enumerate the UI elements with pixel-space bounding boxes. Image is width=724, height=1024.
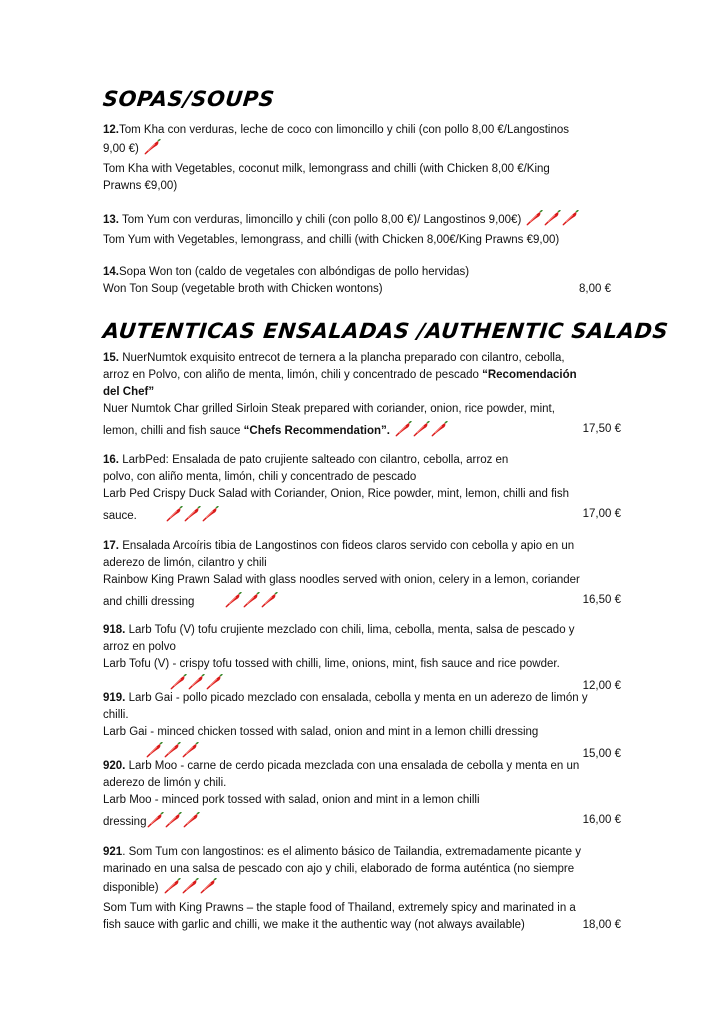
chili-pepper-icon [199, 878, 217, 894]
chili-pepper-icon [224, 592, 242, 608]
item-desc-en: Larb Gai - minced chicken tossed with salad, onion and mint in a lemon chilli dressing [103, 726, 539, 738]
chili-pepper-icon [260, 592, 278, 608]
chili-pepper-icon [183, 506, 201, 522]
chili-pepper-icon [201, 506, 219, 522]
chili-pepper-icon [525, 210, 543, 226]
menu-item-12 [103, 122, 621, 195]
menu-item-17 [103, 538, 621, 614]
item-number: 17. [103, 540, 119, 552]
section-salads [101, 318, 670, 344]
chili-pepper-icon [145, 742, 163, 758]
item-desc-es: aderezo de limón, cilantro y chili [103, 557, 267, 569]
item-price: 17,50 € [582, 423, 621, 435]
chili-pepper-icon [430, 421, 448, 437]
chili-pepper-icon [561, 210, 579, 226]
item-desc-es: aderezo de limón y chili. [103, 777, 227, 789]
item-desc-en: Tom Kha with Vegetables, coconut milk, lemongrass and chilli (with Chicken 8,00 €/King [103, 163, 550, 175]
item-number: 14. [103, 266, 119, 278]
item-desc-es: Sopa Won ton (caldo de vegetales con albóndigas de pollo hervidas) [119, 266, 470, 278]
item-number: 13. [103, 214, 119, 226]
chili-pepper-icon [181, 742, 199, 758]
item-number: 919. [103, 692, 126, 704]
chef-recommendation-es: del Chef” [103, 386, 155, 398]
item-desc-es: 9,00 €) [103, 143, 139, 155]
chili-pepper-icon [164, 812, 182, 828]
chili-pepper-icon [205, 674, 223, 690]
spice-level-3 [525, 210, 579, 232]
item-desc-es: arroz en polvo [103, 641, 176, 653]
item-desc-en: Prawns €9,00) [103, 180, 178, 192]
item-desc-es: Tom Yum con verduras, limoncillo y chili (con pollo 8,00 €)/ Langostinos 9,00€) [119, 214, 522, 226]
item-desc-en: lemon, chilli and fish sauce [103, 425, 244, 437]
item-desc-es: Tom Kha con verduras, leche de coco con limoncillo y chili (con pollo 8,00 €/Langostinos [119, 124, 570, 136]
menu-item-921 [103, 844, 621, 934]
item-desc-en: Larb Moo - minced pork tossed with salad, onion and mint in a lemon chilli [103, 794, 480, 806]
item-desc-en: fish sauce with garlic and chilli, we make it the authentic way (not always available) [103, 919, 525, 931]
chef-recommendation-es: “Recomendación [482, 369, 577, 381]
item-price: 16,00 € [582, 814, 621, 826]
menu-item-918 [103, 622, 621, 696]
chili-pepper-icon [163, 742, 181, 758]
chef-recommendation-en: “Chefs Recommendation”. [243, 425, 390, 437]
item-desc-es: chilli. [103, 709, 129, 721]
menu-item-920 [103, 758, 621, 834]
chili-pepper-icon [182, 812, 200, 828]
item-desc-es: LarbPed: Ensalada de pato crujiente salteado con cilantro, cebolla, arroz en [119, 454, 509, 466]
item-desc-es: marinado en una salsa de pescado con ajo y chili, elaborado de forma auténtica (no siempre [103, 863, 575, 875]
chili-pepper-icon [146, 812, 164, 828]
item-desc-es: arroz en Polvo, con aliño de menta, limón, chili y concentrado de pescado [103, 369, 483, 381]
chili-pepper-icon [169, 674, 187, 690]
item-desc-en: Rainbow King Prawn Salad with glass noodles served with onion, celery in a lemon, coriander [103, 574, 580, 586]
item-desc-es: NuerNumtok exquisito entrecot de ternera a la plancha preparado con cilantro, cebolla, [119, 352, 565, 364]
chili-pepper-icon [165, 506, 183, 522]
item-desc-es: polvo, con aliño menta, limón, chili y concentrado de pescado [103, 471, 417, 483]
chili-pepper-icon [181, 878, 199, 894]
item-price: 17,00 € [582, 508, 621, 520]
section-title-soups: SOPAS/SOUPS [101, 87, 276, 111]
item-number: 921 [103, 846, 123, 858]
chili-pepper-icon [187, 674, 205, 690]
item-desc-en: Larb Tofu (V) - crispy tofu tossed with chilli, lime, onions, mint, fish sauce and rice powder. [103, 658, 560, 670]
item-number: 16. [103, 454, 119, 466]
spice-level-3 [394, 421, 448, 443]
item-desc-en: sauce. [103, 510, 137, 522]
spice-level-1 [143, 139, 161, 161]
item-desc-en: Larb Ped Crispy Duck Salad with Coriander, Onion, Rice powder, mint, lemon, chilli and fish [103, 488, 569, 500]
menu-item-15 [103, 350, 621, 443]
chili-pepper-icon [543, 210, 561, 226]
item-desc-en: Tom Yum with Vegetables, lemongrass, and chilli (with Chicken 8,00€/King Prawns €9,00) [103, 234, 560, 246]
item-number: 15. [103, 352, 119, 364]
chili-pepper-icon [242, 592, 260, 608]
chili-pepper-icon [143, 139, 161, 155]
item-price: 8,00 € [579, 283, 611, 295]
item-price: 15,00 € [582, 748, 621, 760]
chili-pepper-icon [394, 421, 412, 437]
item-desc-en: Won Ton Soup (vegetable broth with Chicken wontons) [103, 283, 383, 295]
spice-level-3 [163, 878, 217, 900]
section-title-salads: AUTENTICAS ENSALADAS /AUTHENTIC SALADS [101, 319, 670, 343]
item-desc-en: dressing [103, 816, 147, 828]
item-number: 12. [103, 124, 119, 136]
item-desc-es: Larb Gai - pollo picado mezclado con ensalada, cebolla y menta en un aderezo de limón y [125, 692, 588, 704]
spice-level-3 [165, 506, 219, 528]
spice-level-3 [146, 812, 200, 834]
menu-item-14 [103, 264, 621, 298]
spice-level-3 [224, 592, 278, 614]
item-desc-en: and chilli dressing [103, 596, 195, 608]
item-desc-es: disponible) [103, 882, 159, 894]
item-desc-en: Som Tum with King Prawns – the staple food of Thailand, extremely spicy and marinated in a [103, 902, 576, 914]
chili-pepper-icon [412, 421, 430, 437]
item-desc-es: Ensalada Arcoíris tibia de Langostinos con fideos claros servido con cebolla y apio en un [119, 540, 575, 552]
item-desc-es: Larb Tofu (V) tofu crujiente mezclado con chili, lima, cebolla, menta, salsa de pescado y [125, 624, 575, 636]
chili-pepper-icon [163, 878, 181, 894]
item-desc-en: Nuer Numtok Char grilled Sirloin Steak prepared with coriander, onion, rice powder, mint, [103, 403, 555, 415]
item-number: 918. [103, 624, 126, 636]
item-number: 920. [103, 760, 126, 772]
menu-item-16 [103, 452, 621, 528]
item-price: 12,00 € [582, 680, 621, 692]
menu-item-13 [103, 210, 621, 249]
item-desc-es: . Som Tum con langostinos: es el alimento básico de Tailandia, extremadamente picante y [122, 846, 581, 858]
item-price: 18,00 € [582, 919, 621, 931]
menu-item-919 [103, 690, 621, 764]
section-soups [103, 86, 621, 112]
item-price: 16,50 € [582, 594, 621, 606]
item-desc-es: Larb Moo - carne de cerdo picada mezclada con una ensalada de cebolla y menta en un [125, 760, 580, 772]
